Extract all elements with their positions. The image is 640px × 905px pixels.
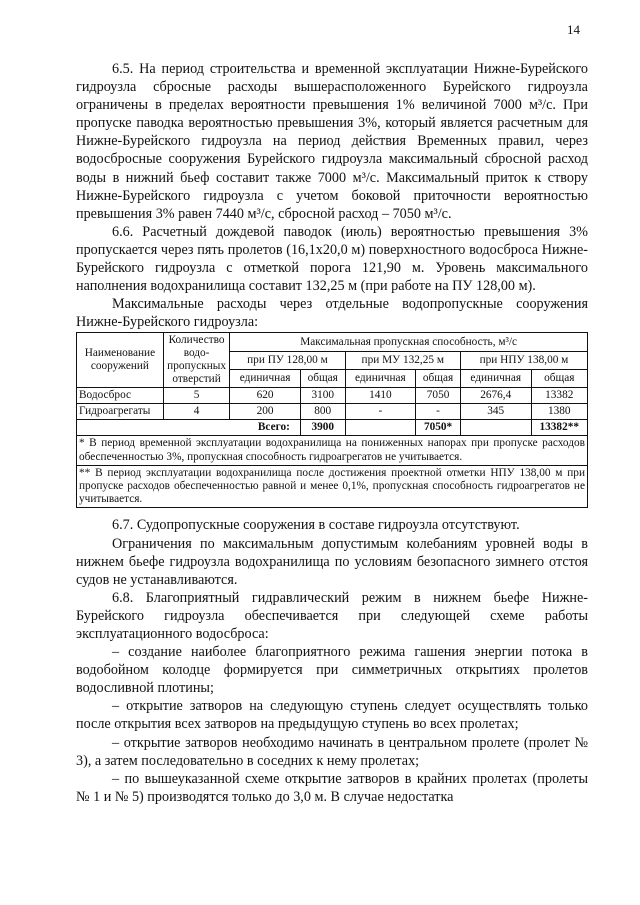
cell-pu-total: 800 [300,404,345,420]
total-label: Всего: [77,420,301,436]
total-npu: 13382** [531,420,587,436]
total-pu: 3900 [300,420,345,436]
page-number: 14 [567,22,580,37]
table-row [77,388,588,404]
paragraph-6-8: 6.8. Благоприятный гидравлический режим в нижнем бьефе Нижне-Бурейского гидроузла обеспечивается при следующей схеме работы эксплуатационного водосброса: [76,589,588,642]
paragraph-restrictions: Ограничения по максимальным допустимым колебаниям уровней воды в нижнем бьефе гидроузла водохранилища по условиям безопасного зимнего отстоя судов не устанавливаются. [76,535,588,588]
total-mu-empty [345,420,416,436]
cell-npu-total: 13382 [531,388,587,404]
table-row [77,404,588,420]
cell-npu-total: 1380 [531,404,587,420]
document-body [76,60,588,806]
header-name: Наименование сооружений [77,333,164,388]
sub-single: единичная [345,370,416,388]
total-mu: 7050* [416,420,461,436]
header-count: Количество водо-пропускных отверстий [163,333,229,388]
list-item: – создание наиболее благоприятного режима гашения энергии потока в водобойном колодце формируется при симметричных открытиях пролетов водосливной плотины; [76,644,588,697]
sub-single: единичная [230,370,301,388]
paragraph-6-7: 6.7. Судопропускные сооружения в составе гидроузла отсутствуют. [112,517,520,534]
cell-mu-single: 1410 [345,388,416,404]
cell-pu-single: 200 [230,404,301,420]
total-npu-empty [460,420,531,436]
header-group-npu: при НПУ 138,00 м [460,351,587,369]
cell-mu-total: 7050 [416,388,461,404]
list-item: – открытие затворов на следующую ступень следует осуществлять только после открытия всех затворов на предыдущую ступень во всех пролетах; [76,698,588,733]
header-capacity: Максимальная пропускная способность, м³/с [230,333,588,351]
sub-total: общая [416,370,461,388]
cell-name: Водосброс [77,388,164,404]
cell-npu-single: 2676,4 [460,388,531,404]
paragraph-6-5: 6.5. На период строительства и временной эксплуатации Нижне-Бурейского гидроузла сбросные расходы вышерасположенного Бурейского гидроузла ограничены в пределах вероятности превышения 1% величиной 7000 м³/с. При пропуске паводка вероятностью превышения 3%, который является расчетным для Нижне-Бурейского гидроузла на период действия Временных правил, через водосбросные сооружения Бурейского гидроузла максимальный сбросной расход воды в нижний бьеф составит также 7000 м³/с. Максимальный приток к створу Нижне-Бурейского гидроузла с учетом боковой приточности вероятностью превышения 3% равен 7440 м³/с, сбросной расход – 7050 м³/с. [76,61,588,222]
header-group-mu: при МУ 132,25 м [345,351,460,369]
paragraph-6-6: 6.6. Расчетный дождевой паводок (июль) вероятностью превышения 3% пропускается через пять пролетов (16,1х20,0 м) поверхностного водосброса Нижне-Бурейского гидроузла с отметкой порога 121,90 м. Уровень максимального наполнения водохранилища составит 132,25 м (при работе на ПУ 128,00 м). [76,223,588,295]
cell-pu-single: 620 [230,388,301,404]
sub-total: общая [531,370,587,388]
cell-mu-total: - [416,404,461,420]
footnote-1: * В период временной эксплуатации водохранилища на пониженных напорах при пропуске расходов обеспеченностью 3%, пропускная способность гидроагрегатов не учитывается. [77,436,588,465]
sub-total: общая [300,370,345,388]
discharge-table [76,332,588,508]
table-intro: Максимальные расходы через отдельные водопропускные сооружения Нижне-Бурейского гидроузла: [76,296,588,331]
list-item: – по вышеуказанной схеме открытие затворов в крайних пролетах (пролеты № 1 и № 5) производятся только до 3,0 м. В случае недостатка [76,770,588,805]
table-total-row [77,420,588,436]
sub-single: единичная [460,370,531,388]
cell-name: Гидроагрегаты [77,404,164,420]
cell-mu-single: - [345,404,416,420]
list-item: – открытие затворов необходимо начинать в центральном пролете (пролет № 3), а затем последовательно в соседних к нему пролетах; [76,734,588,769]
cell-count: 5 [163,388,229,404]
header-group-pu: при ПУ 128,00 м [230,351,345,369]
cell-count: 4 [163,404,229,420]
cell-npu-single: 345 [460,404,531,420]
cell-pu-total: 3100 [300,388,345,404]
footnote-2: ** В период эксплуатации водохранилища после достижения проектной отметки НПУ 138,00 м при пропуске расходов обеспеченностью равной и менее 0,1%, пропускная способность гидроагрегатов не учитывается. [77,465,588,508]
